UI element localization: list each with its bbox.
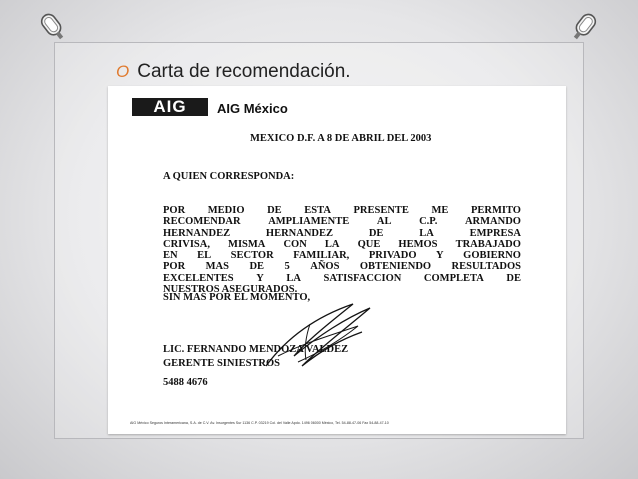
- word: NUESTROS ASEGURADOS.: [163, 284, 298, 296]
- word: SATISFACCION: [323, 272, 402, 284]
- bullet-icon: O: [116, 62, 130, 81]
- word: MAS: [205, 261, 229, 273]
- word: OBTENIENDO: [359, 261, 432, 273]
- word: MEDIO: [207, 205, 245, 216]
- word: EL: [197, 250, 212, 262]
- word: LA: [324, 238, 340, 250]
- letter-footer: AIG México Seguros Interamericana, S.A. de C.V. Av. Insurgentes Sur 1136 C.P. 03219 Col. del Valle Apdo. 1496 06000 México, Tel. 54-88-47-06 Fax 54-88-47-10: [130, 421, 389, 425]
- body-line: [163, 250, 521, 261]
- word: GOBIERNO: [463, 250, 521, 262]
- word: C.P.: [419, 216, 438, 228]
- word: ARMANDO: [464, 216, 521, 228]
- word: CON: [283, 238, 307, 250]
- word: DE: [249, 261, 265, 273]
- word: Y: [256, 272, 264, 284]
- letter-body: [163, 205, 521, 295]
- word: AL: [376, 216, 392, 228]
- body-line: [163, 273, 521, 284]
- word: POR: [163, 205, 186, 216]
- slide-title: Carta de recomendación.: [137, 61, 351, 82]
- word: 5: [284, 261, 290, 273]
- signer-phone: 5488 4676: [163, 377, 208, 388]
- word: ESTA: [304, 205, 331, 216]
- word: PRIVADO: [368, 250, 417, 262]
- word: HEMOS: [398, 238, 438, 250]
- word: DE: [506, 272, 521, 284]
- word: LA: [419, 227, 434, 239]
- word: TRABAJADO: [455, 238, 521, 250]
- word: POR: [163, 261, 186, 273]
- letter-date: MEXICO D.F. A 8 DE ABRIL DEL 2003: [250, 133, 432, 144]
- word: HERNANDEZ: [163, 227, 231, 239]
- body-line: [163, 228, 521, 239]
- body-line: [163, 216, 521, 227]
- aig-logo: AIG: [132, 98, 208, 116]
- word: PERMITO: [471, 205, 521, 216]
- word: QUE: [357, 238, 381, 250]
- word: AÑOS: [310, 261, 340, 273]
- body-line: [163, 261, 521, 272]
- letter-greeting: A QUIEN CORRESPONDA:: [163, 171, 295, 182]
- letter-closing: SIN MAS POR EL MOMENTO,: [163, 292, 311, 303]
- pin-right-icon: [568, 10, 601, 45]
- signer-role: GERENTE SINIESTROS: [163, 358, 281, 369]
- company-name: AIG México: [217, 101, 288, 116]
- word: EMPRESA: [469, 227, 521, 239]
- word: COMPLETA: [423, 272, 484, 284]
- word: AMPLIAMENTE: [268, 216, 350, 228]
- word: LA: [286, 272, 301, 284]
- word: HERNANDEZ: [265, 227, 333, 239]
- word: SECTOR: [230, 250, 274, 262]
- body-line: [163, 239, 521, 250]
- word: DE: [267, 205, 282, 216]
- word: RESULTADOS: [451, 261, 521, 273]
- word: CRIVISA,: [163, 238, 210, 250]
- word: PRESENTE: [353, 205, 409, 216]
- word: DE: [368, 227, 384, 239]
- recommendation-letter-image: [108, 86, 566, 434]
- body-line: [163, 205, 521, 216]
- word: MISMA: [228, 238, 266, 250]
- pin-left-icon: [37, 10, 70, 45]
- word: Y: [436, 250, 444, 262]
- word: ME: [431, 205, 449, 216]
- signer-name: LIC. FERNANDO MENDOZA VALDEZ: [163, 344, 349, 355]
- slide-bullet-item: [116, 58, 351, 86]
- word: RECOMENDAR: [163, 216, 241, 228]
- word: EN: [163, 250, 178, 262]
- word: FAMILIAR,: [293, 250, 350, 262]
- word: EXCELENTES: [163, 272, 234, 284]
